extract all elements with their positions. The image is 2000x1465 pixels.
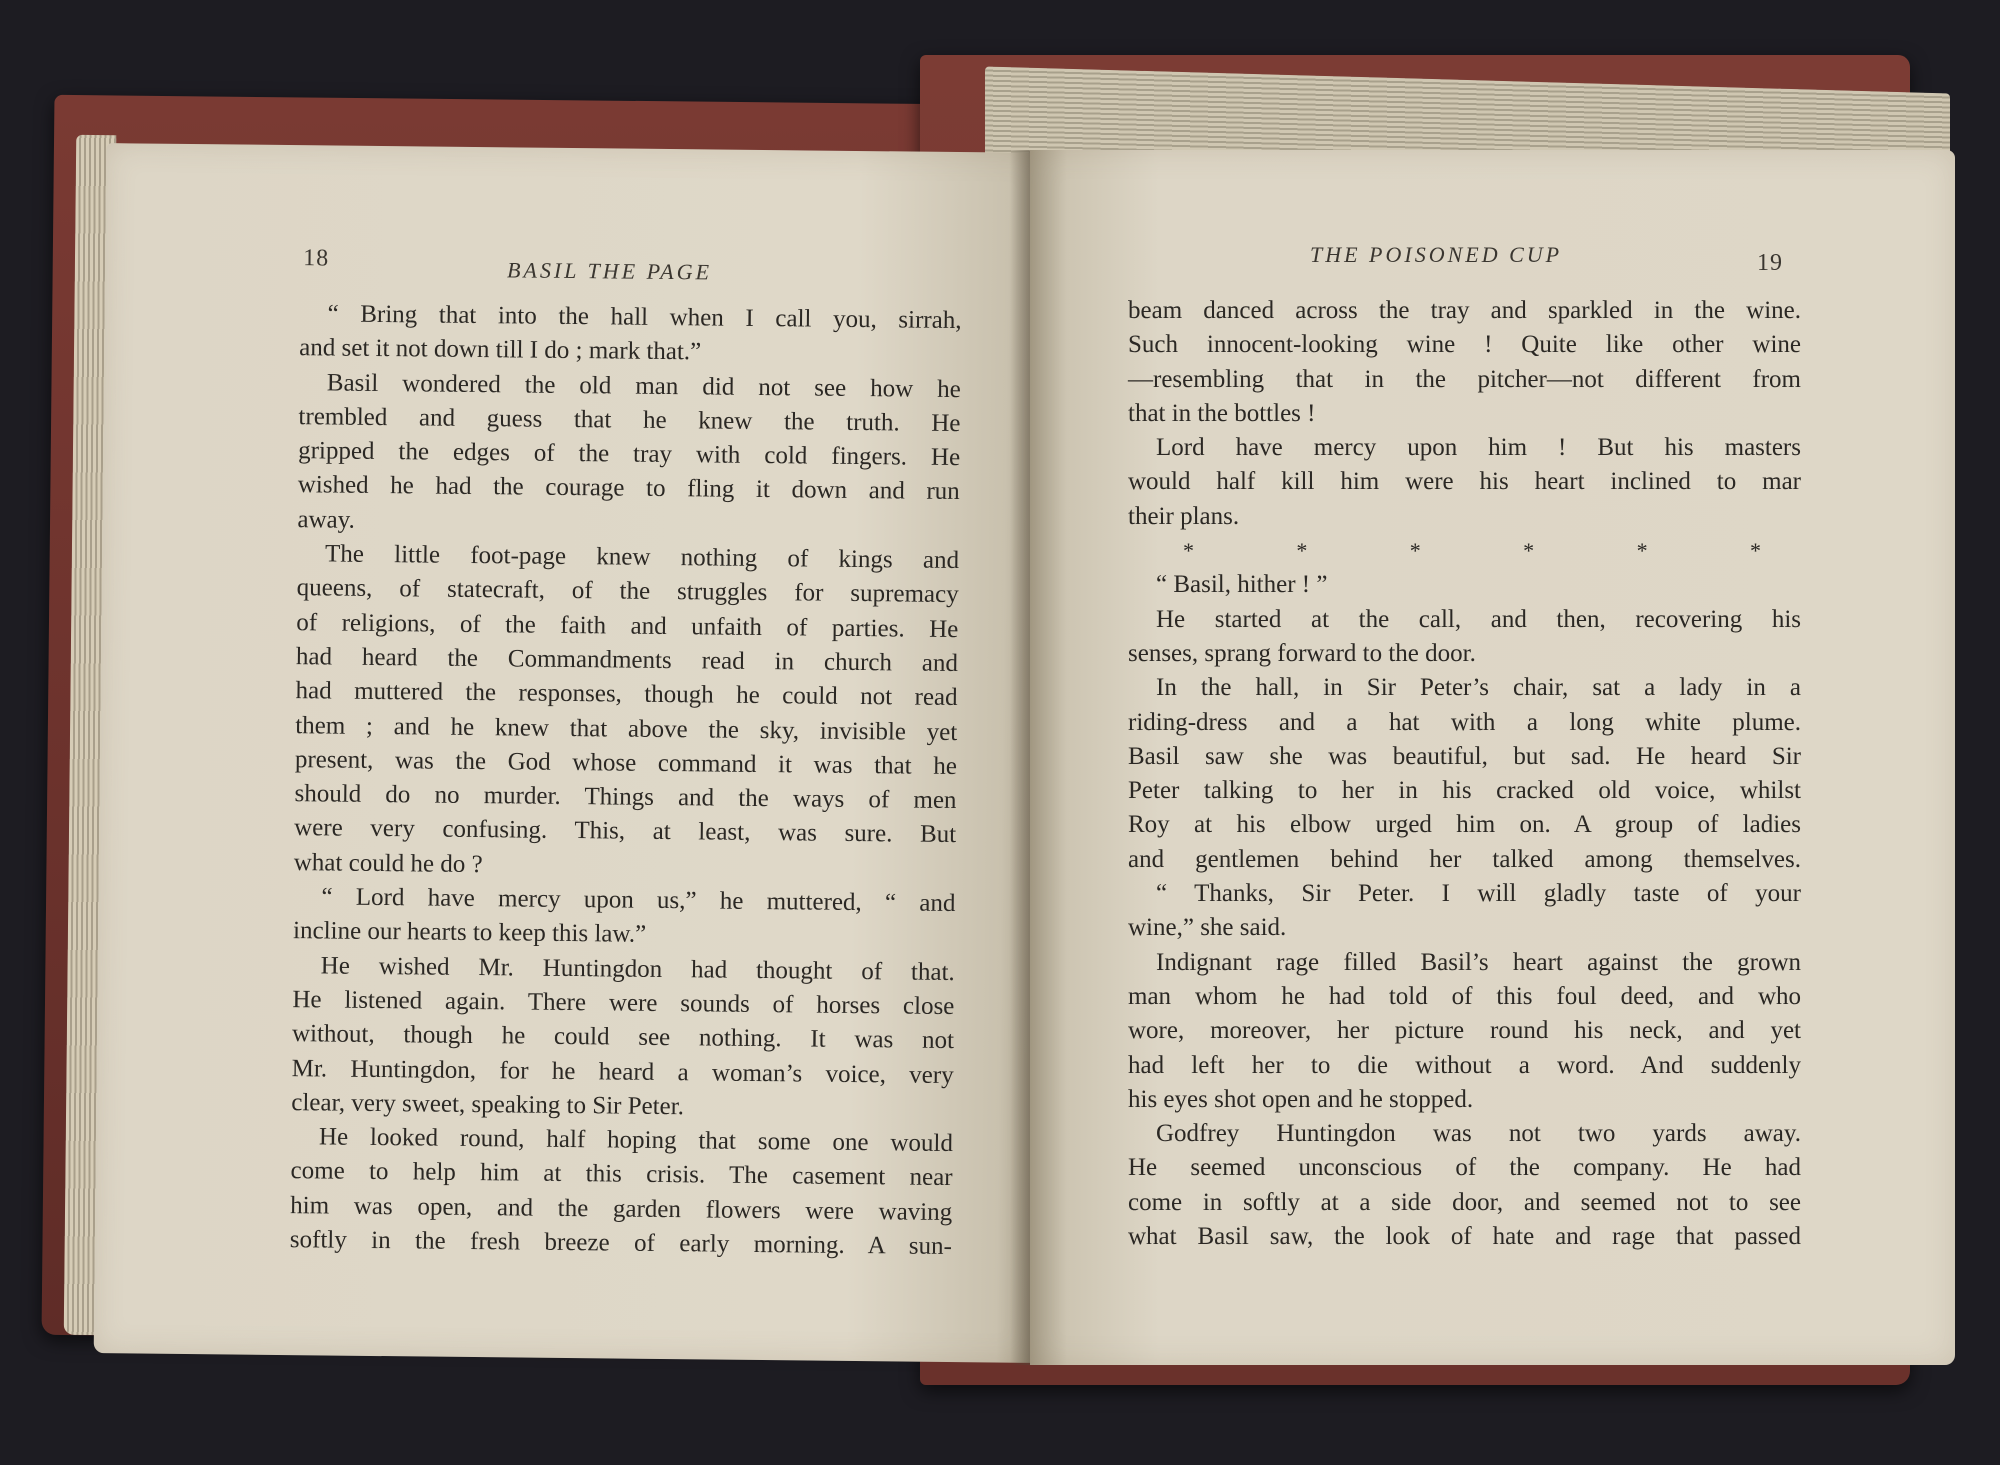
text-line: —resembling that in the pitcher—not different from xyxy=(1128,365,1801,393)
text-line: Peter talking to her in his cracked old voice, whilst xyxy=(1128,777,1801,805)
text-line: He listened again. There were sounds of horses close xyxy=(292,986,955,1020)
text-line: wore, moreover, her picture round his neck, and yet xyxy=(1128,1017,1801,1045)
left-page xyxy=(94,143,1047,1363)
text-line: clear, very sweet, speaking to Sir Peter. xyxy=(291,1088,685,1121)
text-line: Mr. Huntingdon, for he heard a woman’s voice, very xyxy=(291,1054,954,1089)
text-line: come in softly at a side door, and seemed not to see xyxy=(1128,1188,1801,1216)
running-title: BASIL THE PAGE xyxy=(506,257,713,285)
text-line: and gentlemen behind her talked among themselves. xyxy=(1128,845,1801,873)
text-line: He started at the call, and then, recovering his xyxy=(1156,605,1801,633)
text-line: Basil saw she was beautiful, but sad. He heard Sir xyxy=(1128,742,1801,770)
text-line: wished he had the courage to fling it down and run xyxy=(297,471,960,506)
text-line: wine,” she said. xyxy=(1128,914,1287,942)
text-line: He seemed unconscious of the company. He had xyxy=(1128,1154,1801,1182)
text-line: senses, sprang forward to the door. xyxy=(1128,639,1476,667)
text-line: should do no murder. Things and the ways of men xyxy=(294,780,957,815)
text-line: were very confusing. This, at least, was sure. But xyxy=(294,814,957,849)
text-line: come to help him at this crisis. The casement near xyxy=(290,1157,953,1192)
text-line: The little foot-page knew nothing of kings and xyxy=(324,540,960,575)
text-line: beam danced across the tray and sparkled in the wine. xyxy=(1128,297,1801,324)
text-line: Indignant rage filled Basil’s heart against the grown xyxy=(1156,948,1801,976)
text-line: “ Thanks, Sir Peter. I will gladly taste of your xyxy=(1156,880,1801,908)
text-line: In the hall, in Sir Peter’s chair, sat a lady in a xyxy=(1156,674,1801,702)
text-line: “ Bring that into the hall when I call you, sirrah, xyxy=(327,300,962,335)
text-line: would half kill him were his heart inclined to mar xyxy=(1128,468,1801,496)
text-line: riding-dress and a hat with a long white plume. xyxy=(1128,708,1801,736)
text-line: Lord have mercy upon him ! But his masters xyxy=(1156,434,1801,462)
asterisk: * xyxy=(1636,538,1648,564)
text-line: what Basil saw, the look of hate and rage that passed xyxy=(1128,1223,1801,1251)
section-break xyxy=(1128,534,1801,568)
text-line: trembled and guess that he knew the truth. He xyxy=(298,403,961,437)
text-line: man whom he had told of this foul deed, and who xyxy=(1128,982,1801,1010)
text-line: softly in the fresh breeze of early morning. A sun- xyxy=(289,1226,952,1261)
text-line: Such innocent-looking wine ! Quite like other wine xyxy=(1128,331,1801,359)
text-line: He looked round, half hoping that some one would xyxy=(318,1123,954,1158)
text-line: present, was the God whose command it was that he xyxy=(294,745,958,780)
text-line: that in the bottles ! xyxy=(1128,399,1316,427)
asterisk: * xyxy=(1749,538,1761,564)
running-title: THE POISONED CUP xyxy=(1310,242,1563,267)
text-line: Godfrey Huntingdon was not two yards away. xyxy=(1156,1120,1801,1148)
asterisk: * xyxy=(1296,538,1308,564)
text-line: gripped the edges of the tray with cold fingers. He xyxy=(298,437,961,472)
text-line: Roy at his elbow urged him on. A group of ladies xyxy=(1128,811,1801,839)
asterisk: * xyxy=(1183,538,1194,564)
asterisk: * xyxy=(1523,538,1535,564)
text-line: had left her to die without a word. And suddenly xyxy=(1128,1051,1801,1079)
text-line: incline our hearts to keep this law.” xyxy=(292,917,647,949)
text-line: had heard the Commandments read in church and xyxy=(295,643,959,678)
text-line: them ; and he knew that above the sky, invisible yet xyxy=(295,711,958,746)
asterisk: * xyxy=(1409,538,1421,564)
page-number: 18 xyxy=(303,245,330,272)
left-page-header xyxy=(106,143,1046,285)
page-number: 19 xyxy=(1757,250,1783,276)
text-line: and set it not down till I do ; mark that.” xyxy=(299,334,702,366)
text-line: “ Basil, hither ! ” xyxy=(1156,571,1328,599)
text-line: away. xyxy=(297,505,355,534)
text-line: their plans. xyxy=(1128,502,1240,530)
text-line: him was open, and the garden flowers were waving xyxy=(290,1191,953,1226)
text-line: without, though he could see nothing. It was not xyxy=(291,1020,955,1055)
text-line: “ Lord have mercy upon us,” he muttered, “ and xyxy=(321,883,956,918)
left-page-body xyxy=(290,297,962,1264)
right-page-header xyxy=(1030,150,1955,276)
text-line: what could he do ? xyxy=(293,848,483,878)
text-line: queens, of statecraft, of the struggles for supremacy xyxy=(296,574,959,609)
right-page xyxy=(1030,150,1955,1365)
right-page-body xyxy=(1128,294,1801,1254)
text-line: his eyes shot open and he stopped. xyxy=(1128,1085,1474,1113)
text-line: of religions, of the faith and unfaith of parties. He xyxy=(296,608,959,643)
text-line: Basil wondered the old man did not see how he xyxy=(326,369,961,403)
text-line: had muttered the responses, though he could not read xyxy=(295,677,958,712)
text-line: He wished Mr. Huntingdon had thought of that. xyxy=(320,952,955,986)
